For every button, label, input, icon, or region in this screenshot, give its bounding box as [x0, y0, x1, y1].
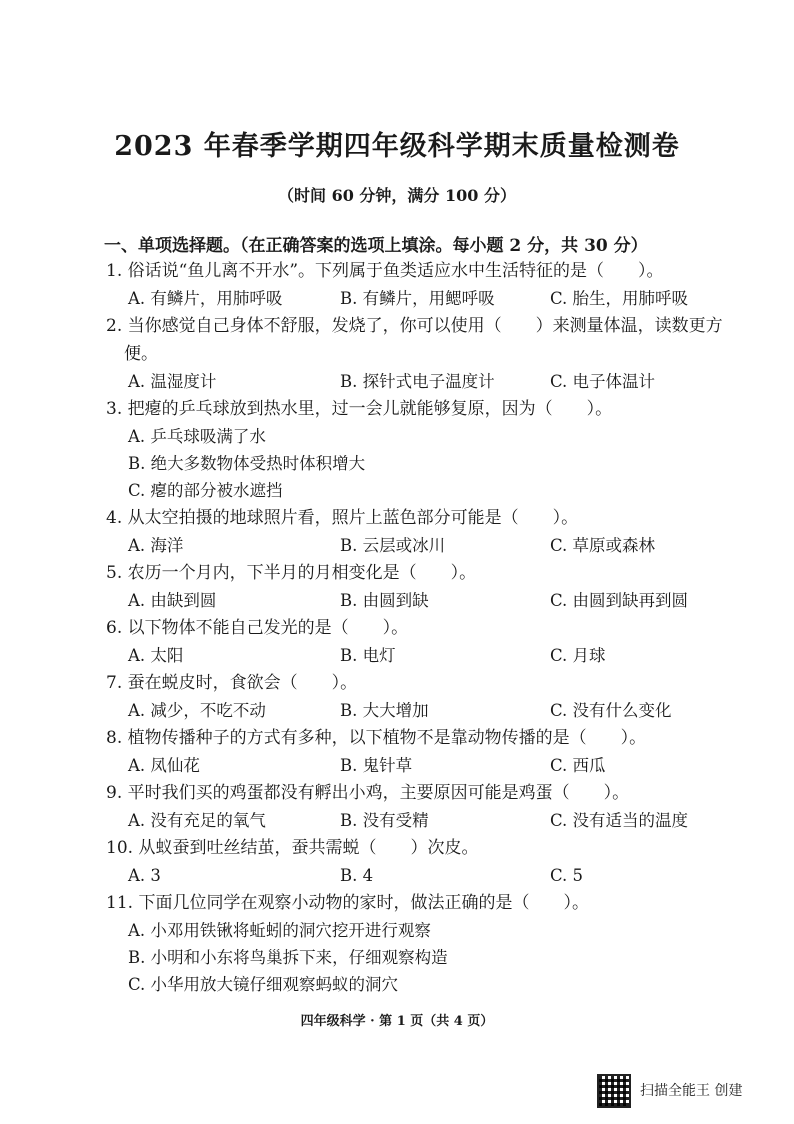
option-c[interactable]: C. 月球: [550, 646, 606, 665]
option-b[interactable]: B. 大大增加: [340, 701, 429, 720]
question-list: [106, 257, 746, 998]
exam-title: 2023 年春季学期四年级科学期末质量检测卷: [114, 131, 680, 162]
option-a[interactable]: A. 有鳞片，用肺呼吸: [128, 289, 283, 308]
question-stem: 6. 以下物体不能自己发光的是（ ）。: [106, 618, 409, 638]
option-c[interactable]: C. 胎生，用肺呼吸: [550, 289, 689, 308]
option-row: [106, 697, 746, 724]
option-b[interactable]: B. 没有受精: [340, 811, 429, 830]
option-row: [106, 532, 746, 559]
option-a[interactable]: A. 海洋: [128, 536, 184, 555]
question-stem: 1. 俗话说“鱼儿离不开水”。下列属于鱼类适应水中生活特征的是（ ）。: [106, 261, 664, 281]
option-row: [106, 862, 746, 889]
option-row: [106, 285, 746, 312]
option-b[interactable]: B. 电灯: [340, 646, 396, 665]
option-a[interactable]: A. 温湿度计: [128, 372, 217, 391]
scanner-watermark: 扫描全能王 创建: [640, 1083, 743, 1099]
question-8: [106, 724, 746, 779]
option-c[interactable]: C. 电子体温计: [550, 372, 656, 391]
question-7: [106, 669, 746, 724]
option-row: [106, 368, 746, 395]
option-a[interactable]: A. 减少，不吃不动: [128, 701, 266, 720]
question-2: [106, 312, 746, 395]
option-b[interactable]: B. 由圆到缺: [340, 591, 429, 610]
question-3: [106, 395, 746, 504]
option-a[interactable]: A. 乒乓球吸满了水: [128, 427, 266, 446]
option-b[interactable]: B. 绝大多数物体受热时体积增大: [128, 454, 366, 473]
question-6: [106, 614, 746, 669]
option-a[interactable]: A. 没有充足的氧气: [128, 811, 266, 830]
option-row: [106, 807, 746, 834]
question-stem: 11. 下面几位同学在观察小动物的家时，做法正确的是（ ）。: [106, 893, 589, 913]
option-row: [106, 587, 746, 614]
exam-subtitle: （时间 60 分钟，满分 100 分）: [278, 186, 516, 205]
option-c[interactable]: C. 草原或森林: [550, 536, 656, 555]
option-a[interactable]: A. 太阳: [128, 646, 184, 665]
question-11: [106, 889, 746, 998]
option-a[interactable]: A. 由缺到圆: [128, 591, 217, 610]
question-stem: 3. 把瘪的乒乓球放到热水里，过一会儿就能够复原，因为（ ）。: [106, 399, 613, 419]
option-row: [106, 642, 746, 669]
question-stem: 10. 从蚁蚕到吐丝结茧，蚕共需蜕（ ）次皮。: [106, 838, 479, 858]
page-footer: 四年级科学 · 第 1 页（共 4 页）: [300, 1014, 494, 1029]
question-9: [106, 779, 746, 834]
section-heading: 一、单项选择题。（在正确答案的选项上填涂。每小题 2 分，共 30 分）: [104, 236, 648, 256]
option-a[interactable]: A. 凤仙花: [128, 756, 200, 775]
option-c[interactable]: C. 小华用放大镜仔细观察蚂蚁的洞穴: [128, 975, 399, 994]
option-b[interactable]: B. 小明和小东将鸟巢拆下来，仔细观察构造: [128, 948, 448, 967]
option-b[interactable]: B. 鬼针草: [340, 756, 413, 775]
option-b[interactable]: B. 云层或冰川: [340, 536, 446, 555]
option-column: [106, 423, 746, 504]
question-stem: 7. 蚕在蜕皮时，食欲会（ ）。: [106, 673, 358, 693]
option-b[interactable]: B. 探针式电子温度计: [340, 372, 495, 391]
question-4: [106, 504, 746, 559]
question-5: [106, 559, 746, 614]
option-c[interactable]: C. 西瓜: [550, 756, 606, 775]
option-column: [106, 917, 746, 998]
option-c[interactable]: C. 由圆到缺再到圆: [550, 591, 689, 610]
question-stem: 9. 平时我们买的鸡蛋都没有孵出小鸡，主要原因可能是鸡蛋（ ）。: [106, 783, 630, 803]
question-stem: 4. 从太空拍摄的地球照片看，照片上蓝色部分可能是（ ）。: [106, 508, 579, 528]
option-row: [106, 752, 746, 779]
option-c[interactable]: C. 瘪的部分被水遮挡: [128, 481, 283, 500]
question-1: [106, 257, 746, 312]
option-a[interactable]: A. 小邓用铁锹将蚯蚓的洞穴挖开进行观察: [128, 921, 431, 940]
option-c[interactable]: C. 没有什么变化: [550, 701, 672, 720]
question-10: [106, 834, 746, 889]
qr-code-icon: [597, 1074, 631, 1108]
option-c[interactable]: C. 5: [550, 866, 584, 885]
option-b[interactable]: B. 4: [340, 866, 374, 885]
question-stem: 5. 农历一个月内，下半月的月相变化是（ ）。: [106, 563, 477, 583]
question-stem: 8. 植物传播种子的方式有多种，以下植物不是靠动物传播的是（ ）。: [106, 728, 647, 748]
option-a[interactable]: A. 3: [128, 866, 161, 885]
option-c[interactable]: C. 没有适当的温度: [550, 811, 689, 830]
question-stem: 2. 当你感觉自己身体不舒服，发烧了，你可以使用（ ）来测量体温，读数更方便。: [106, 316, 723, 364]
option-b[interactable]: B. 有鳞片，用鳃呼吸: [340, 289, 495, 308]
